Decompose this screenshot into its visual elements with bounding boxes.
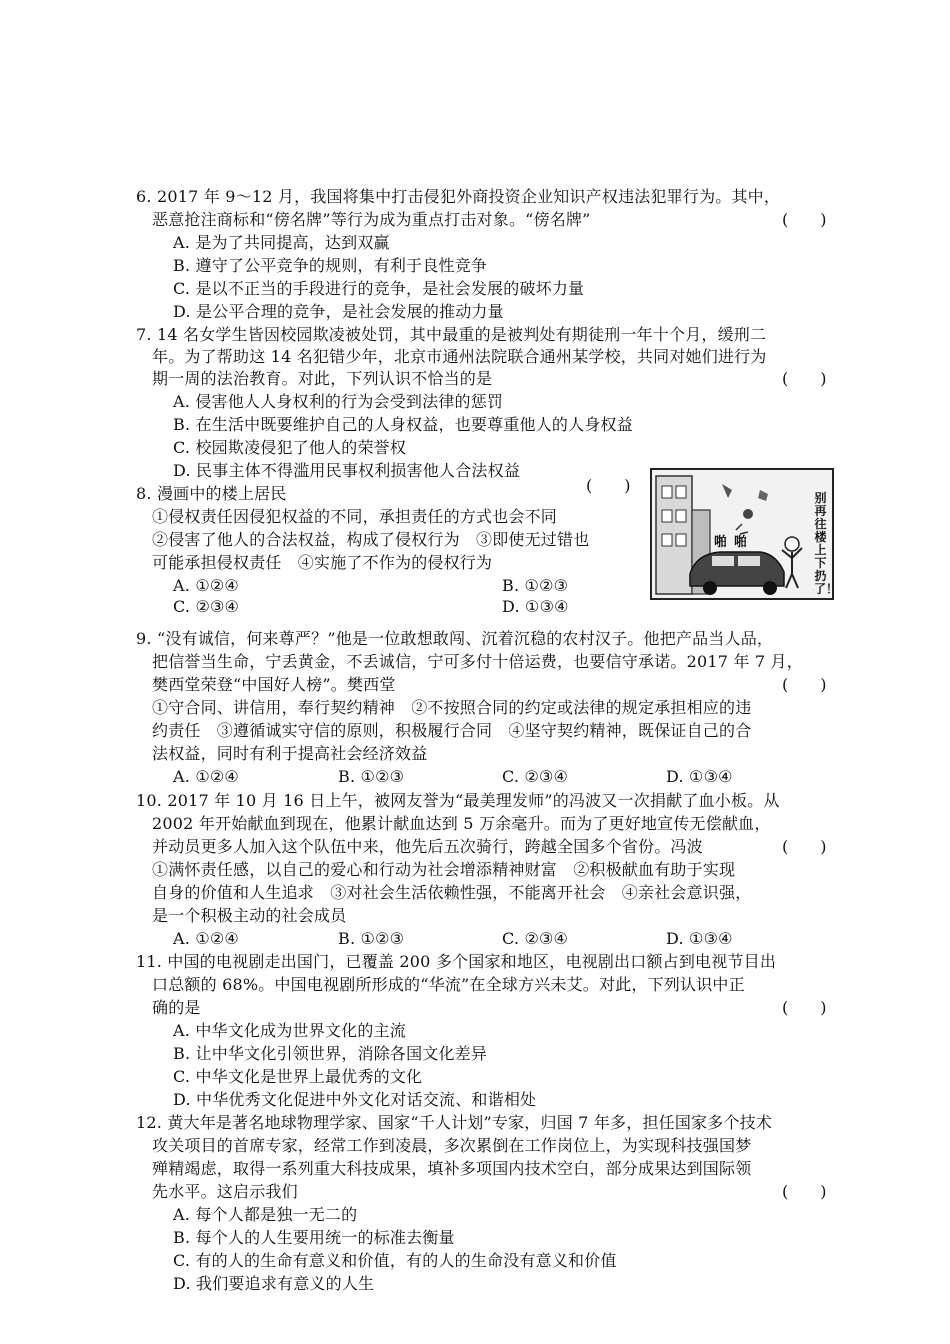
q11-option-d: D. 中华优秀文化促进中外文化对话交流、和谐相处 — [173, 1090, 537, 1109]
q12-stem-line-3: 殚精竭虑，取得一系列重大科技成果，填补多项国内技术空白，部分成果达到国际领 — [152, 1159, 752, 1178]
q9-body-line-1: ①守合同、讲信用，奉行契约精神 ②不按照合同的约定或法律的规定承担相应的违 — [152, 698, 752, 717]
q6-option-a: A. 是为了共同提高，达到双赢 — [173, 233, 390, 252]
q10-stem-line-1: 10. 2017 年 10 月 16 日上午，被网友誉为“最美理发师”的冯波又一次捐献了血小板。从 — [136, 791, 780, 810]
q9-option-d: D. ①③④ — [666, 767, 733, 786]
q8-cartoon — [650, 468, 839, 600]
q7-stem-line-2: 年。为了帮助这 14 名犯错少年，北京市通州法院联合通州某学校，共同对她们进行为 — [152, 347, 767, 366]
q8-stem-line-1: 8. 漫画中的楼上居民 — [136, 484, 287, 503]
q10-option-b: B. ①②③ — [338, 929, 405, 948]
q12-stem-line-4: 先水平。这启示我们 — [152, 1182, 298, 1201]
q7-option-a: A. 侵害他人人身权利的行为会受到法律的惩罚 — [173, 392, 504, 411]
q11-stem-line-1: 11. 中国的电视剧走出国门，已覆盖 200 多个国家和地区，电视剧出口额占到电视节目出 — [136, 952, 777, 971]
q12-option-c: C. 有的人的生命有意义和价值，有的人的生命没有意义和价值 — [173, 1251, 617, 1270]
q9-stem-line-1: 9. “没有诚信，何来尊严？”他是一位敢想敢闯、沉着沉稳的农村汉子。他把产品当人品， — [136, 629, 774, 648]
q9-option-c: C. ②③④ — [502, 767, 569, 786]
q8-body-line-2: ②侵害了他人的合法权益，构成了侵权行为 ③即使无过错也 — [152, 530, 590, 549]
q6-option-b: B. 遵守了公平竞争的规则，有利于良性竞争 — [173, 256, 488, 275]
q9-stem-line-3: 樊西堂荣登“中国好人榜”。樊西堂 — [152, 675, 396, 694]
q9-body-line-2: 约责任 ③遵循诚实守信的原则，积极履行合同 ④坚守契约精神，既保证自己的合 — [152, 721, 752, 740]
q12-answer-parens: ( ) — [782, 1182, 827, 1201]
q9-answer-parens: ( ) — [782, 675, 827, 694]
q10-option-c: C. ②③④ — [502, 929, 569, 948]
q12-option-d: D. 我们要追求有意义的人生 — [173, 1274, 375, 1293]
q9-stem-line-2: 把信誉当生命，宁丢黄金，不丢诚信，宁可多付十倍运费，也要信守承诺。2017 年 7 月， — [152, 652, 803, 671]
q11-option-b: B. 让中华文化引领世界，消除各国文化差异 — [173, 1044, 488, 1063]
cartoon-caption: 别再往楼上下扔了！ — [814, 491, 839, 596]
q10-stem-line-3: 并动员更多人加入这个队伍中来，他先后五次骑行，跨越全国多个省份。冯波 — [152, 837, 703, 856]
q12-stem-line-2: 攻关项目的首席专家，经常工作到凌晨，多次累倒在工作岗位上，为实现科技强国梦 — [152, 1136, 752, 1155]
q7-option-c: C. 校园欺凌侵犯了他人的荣誉权 — [173, 438, 407, 457]
q10-body-line-2: 自身的价值和人生追求 ③对社会生活依赖性强，不能离开社会 ④亲社会意识强， — [152, 883, 752, 902]
q11-stem-line-3: 确的是 — [152, 998, 201, 1017]
q8-answer-parens: ( ) — [586, 476, 631, 495]
q10-option-a: A. ①②④ — [173, 929, 239, 948]
cartoon-sound-1: 啪 — [714, 535, 728, 550]
q11-stem-line-2: 口总额的 68%。中国电视剧所形成的“华流”在全球方兴未艾。对此，下列认识中正 — [152, 975, 745, 994]
q8-option-d: D. ①③④ — [502, 597, 569, 616]
cartoon-drawing — [652, 470, 839, 598]
q6-answer-parens: ( ) — [782, 210, 827, 229]
q9-body-line-3: 法权益，同时有利于提高社会经济效益 — [152, 744, 428, 763]
q7-option-d: D. 民事主体不得滥用民事权利损害他人合法权益 — [173, 461, 521, 480]
q10-body-line-3: 是一个积极主动的社会成员 — [152, 906, 347, 925]
q8-option-b: B. ①②③ — [502, 576, 569, 595]
q7-answer-parens: ( ) — [782, 369, 827, 388]
q8-option-c: C. ②③④ — [173, 597, 240, 616]
q12-option-a: A. 每个人都是独一无二的 — [173, 1205, 358, 1224]
q6-option-c: C. 是以不正当的手段进行的竞争，是社会发展的破坏力量 — [173, 279, 585, 298]
q11-answer-parens: ( ) — [782, 998, 827, 1017]
q6-stem-line-2: 恶意抢注商标和“傍名牌”等行为成为重点打击对象。“傍名牌” — [152, 210, 591, 229]
q6-option-d: D. 是公平合理的竞争，是社会发展的推动力量 — [173, 302, 504, 321]
q10-option-d: D. ①③④ — [666, 929, 733, 948]
q12-stem-line-1: 12. 黄大年是著名地球物理学家、国家“千人计划”专家，归国 7 年多，担任国家多个技术 — [136, 1113, 773, 1132]
q11-option-c: C. 中华文化是世界上最优秀的文化 — [173, 1067, 423, 1086]
q9-option-a: A. ①②④ — [173, 767, 239, 786]
q10-body-line-1: ①满怀责任感，以自己的爱心和行动为社会增添精神财富 ②积极献血有助于实现 — [152, 860, 736, 879]
q10-stem-line-2: 2002 年开始献血到现在，他累计献血达到 5 万余毫升。而为了更好地宣传无偿献血， — [152, 814, 771, 833]
q8-body-line-1: ①侵权责任因侵犯权益的不同，承担责任的方式也会不同 — [152, 507, 558, 526]
q12-option-b: B. 每个人的人生要用统一的标准去衡量 — [173, 1228, 455, 1247]
q8-body-line-3: 可能承担侵权责任 ④实施了不作为的侵权行为 — [152, 553, 493, 572]
q7-option-b: B. 在生活中既要维护自己的人身权益，也要尊重他人的人身权益 — [173, 415, 633, 434]
q8-option-a: A. ①②④ — [173, 576, 239, 595]
q7-stem-line-1: 7. 14 名女学生皆因校园欺凌被处罚，其中最重的是被判处有期徒刑一年十个月，缓刑二 — [136, 325, 767, 344]
cartoon-sound-2: 啪 — [734, 535, 748, 550]
q11-option-a: A. 中华文化成为世界文化的主流 — [173, 1021, 406, 1040]
q9-option-b: B. ①②③ — [338, 767, 405, 786]
q10-answer-parens: ( ) — [782, 837, 827, 856]
q7-stem-line-3: 期一周的法治教育。对此，下列认识不恰当的是 — [152, 369, 493, 388]
q6-stem-line-1: 6. 2017 年 9～12 月，我国将集中打击侵犯外商投资企业知识产权违法犯罪行为。其中， — [136, 187, 781, 206]
